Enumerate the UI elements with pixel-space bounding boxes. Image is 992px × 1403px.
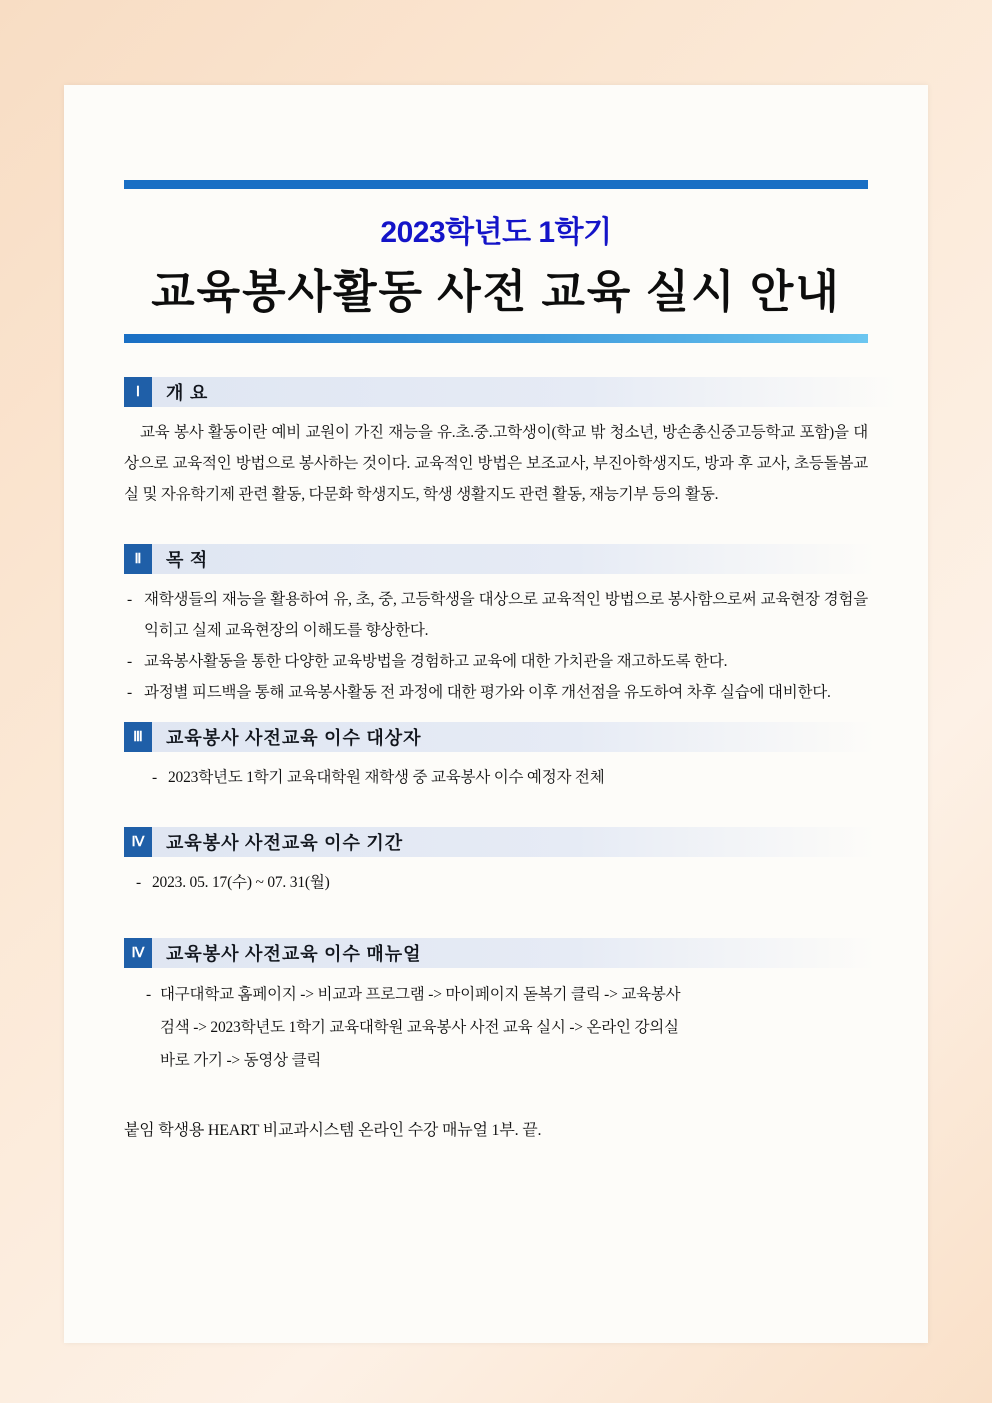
attachment-note: 붙임 학생용 HEART 비교과시스템 온라인 수강 매뉴얼 1부. 끝. [124,1122,542,1139]
target-line: - 2023학년도 1학기 교육대학원 재학생 중 교육봉사 이수 예정자 전체 [152,762,868,793]
list-item: - 교육봉사활동을 통한 다양한 교육방법을 경험하고 교육에 대한 가치관을 재고하도록 한다. [124,646,868,677]
manual-line: 바로 가기 -> 동영상 클릭 [160,1052,322,1069]
section-label: 교육봉사 사전교육 이수 대상자 [166,728,422,748]
document-page [64,85,928,1343]
title-bottom-rule [124,334,868,343]
section-header-period [124,827,876,857]
section-number: Ⅳ [124,938,152,968]
page-title: 교육봉사활동 사전 교육 실시 안내 [151,267,841,317]
section-header-target [124,722,876,752]
purpose-list [124,584,868,708]
overview-paragraph: 교육 봉사 활동이란 예비 교원이 가진 재능을 유.초.중.고학생이(학교 밖 청소년, 방손총신중고등학교 포함)을 대상으로 교육적인 방법으로 봉사하는 것이다. 교육적인 방법은 보조교사, 부진아학생지도, 방과 후 교사, 초등돌봄교실 및 자유학기제 관련 활동, 다문화 학생지도, 학생 생활지도 관련 활동, 재능기부 등의 활동. [124,424,868,503]
list-item: - 재학생들의 재능을 활용하여 유, 초, 중, 고등학생을 대상으로 교육적인 방법으로 봉사함으로써 교육현장 경험을 익히고 실제 교육현장의 이해도를 향상한다. [124,584,868,646]
section-label: 교육봉사 사전교육 이수 기간 [166,833,404,853]
section-number: Ⅲ [124,722,152,752]
period-line: - 2023. 05. 17(수) ~ 07. 31(월) [136,867,868,898]
section-label: 목 적 [166,550,209,570]
section-number: Ⅰ [124,377,152,407]
section-number: Ⅱ [124,544,152,574]
section-header-purpose [124,544,876,574]
section-header-overview [124,377,898,407]
section-number: Ⅳ [124,827,152,857]
list-item: - 과정별 피드백을 통해 교육봉사활동 전 과정에 대한 평가와 이후 개선점을 유도하여 차후 실습에 대비한다. [124,677,868,708]
section-label: 개 요 [166,383,209,403]
title-top-rule [124,180,868,189]
document-content [124,180,868,1140]
manual-line: 검색 -> 2023학년도 1학기 교육대학원 교육봉사 사전 교육 실시 -> 온라인 강의실 [160,1019,679,1036]
section-header-manual [124,938,876,968]
document-subtitle: 2023학년도 1학기 [380,216,612,249]
period-block [124,867,868,898]
section-label: 교육봉사 사전교육 이수 매뉴얼 [166,944,422,964]
manual-block [124,978,868,1077]
target-block [124,762,868,793]
manual-line: - 대구대학교 홈페이지 -> 비교과 프로그램 -> 마이페이지 돋복기 클릭 -> 교육봉사 [146,978,868,1011]
